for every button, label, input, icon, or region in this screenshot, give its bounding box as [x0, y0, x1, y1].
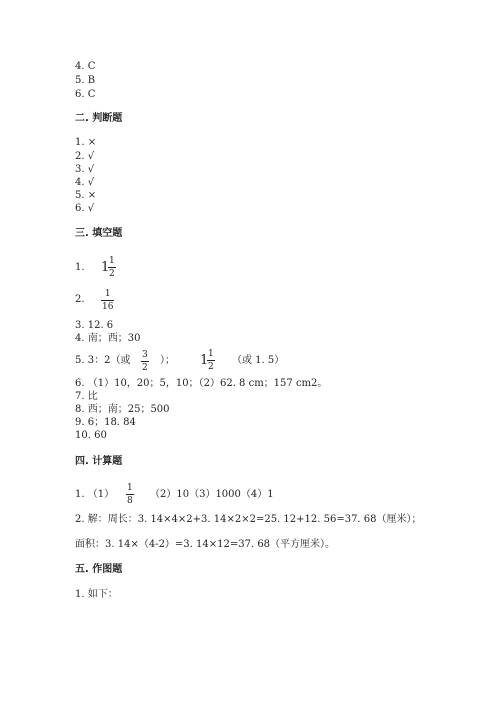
calc-1-fraction: [126, 483, 134, 506]
fill-5-mixed-fraction: [207, 349, 215, 372]
fill-3: 3. 12. 6: [75, 320, 114, 331]
fill-5-middle: ）；: [160, 355, 175, 366]
fraction-denominator: 16: [102, 302, 114, 312]
fill-5-whole: 1: [200, 353, 209, 368]
fraction-bar: [101, 300, 114, 301]
fill-2-fraction: [101, 289, 114, 312]
judge-5: 5. ×: [75, 190, 97, 201]
calc-2-line-1: 2. 解：周长：3. 14×4×2+3. 14×2×2=25. 12+12. 56=37. 68（厘米）；: [75, 514, 422, 525]
fill-7: 7. 比: [75, 391, 98, 402]
section-3-title: 三. 填空题: [75, 228, 123, 239]
judge-4: 4. √: [75, 177, 95, 188]
fraction-bar: [141, 361, 149, 362]
fill-5-fraction: [141, 350, 149, 373]
fraction-numerator: 1: [109, 256, 115, 266]
fraction-denominator: 2: [142, 363, 148, 373]
fraction-bar: [126, 494, 134, 495]
fill-8: 8. 西；南；25；500: [75, 404, 170, 415]
fraction-numerator: 1: [104, 289, 111, 299]
fraction-denominator: 8: [127, 496, 133, 506]
fill-1-fraction: [108, 256, 116, 279]
judge-2: 2. √: [75, 151, 95, 162]
answer-6: 6. C: [75, 89, 96, 100]
section-5-title: 五. 作图题: [75, 564, 123, 575]
fraction-bar: [207, 360, 215, 361]
section-4-title: 四. 计算题: [75, 456, 123, 467]
calc-1-prefix: 1. （1）: [75, 489, 115, 500]
fill-10: 10. 60: [75, 430, 107, 441]
calc-1-suffix: （2）10（3）1000（4）1: [150, 489, 274, 500]
fill-1-number: 1.: [75, 262, 85, 273]
draw-1: 1. 如下：: [75, 589, 118, 600]
fill-5-suffix: （或 1. 5）: [232, 355, 285, 366]
fraction-numerator: 1: [208, 349, 214, 359]
fill-2-number: 2.: [75, 294, 85, 305]
answer-4: 4. C: [75, 61, 96, 72]
judge-1: 1. ×: [75, 137, 97, 148]
fraction-numerator: 3: [142, 350, 148, 360]
section-2-title: 二. 判断题: [75, 113, 123, 124]
answer-5: 5. B: [75, 75, 96, 86]
judge-3: 3. √: [75, 164, 95, 175]
fraction-denominator: 2: [208, 362, 214, 372]
fill-4: 4. 南；西；30: [75, 333, 141, 344]
fill-9: 9. 6；18. 84: [75, 417, 136, 428]
fraction-denominator: 2: [109, 269, 115, 279]
fraction-bar: [108, 267, 116, 268]
calc-2-line-2: 面积：3. 14×（4-2）=3. 14×12=37. 68（平方厘米）。: [75, 539, 336, 550]
judge-6: 6. √: [75, 203, 95, 214]
fill-5-prefix: 5. 3：2（或: [75, 355, 131, 366]
fraction-numerator: 1: [127, 483, 133, 493]
fill-1-whole: 1: [101, 260, 110, 275]
fill-6: 6. （1）10，20；5，10；（2）62. 8 cm；157 cm2。: [75, 378, 328, 389]
